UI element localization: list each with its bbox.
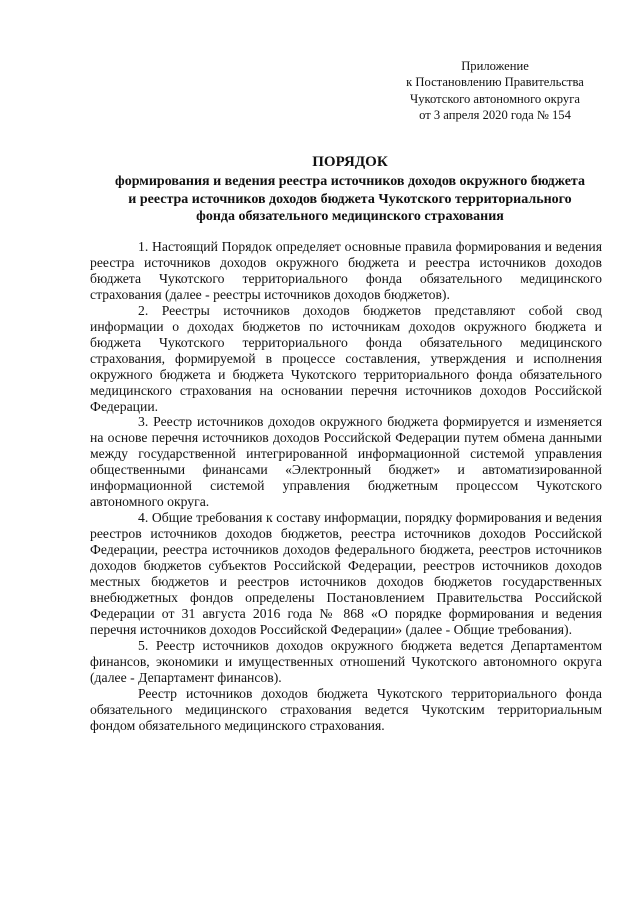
paragraph-6: Реестр источников доходов бюджета Чукотского территориального фонда обязательного медицинского страхования ведется Чукотским территориальным фондом обязательного медицинского страхования. (90, 685, 602, 733)
paragraph-3: 3. Реестр источников доходов окружного бюджета формируется и изменяется на основе перечня источников доходов Российской Федерации путем обмена данными между государственной интегрированной информационной системой управления общественными финансами «Электронный бюджет» и автоматизированной информационной системой управления бюджетным процессом Чукотского автономного округа. (90, 414, 602, 510)
title-line: фонда обязательного медицинского страхования (196, 209, 504, 225)
appendix-reference: к Постановлению Правительства (406, 75, 584, 90)
title-heading: ПОРЯДОК (312, 154, 388, 170)
paragraph-4: 4. Общие требования к составу информации, порядку формирования и ведения реестров источников доходов бюджетов, реестра источников доходов Российской Федерации, реестра источников доходов федерального бюджета, реестров источников доходов бюджетов субъектов Российской Федерации, реестров источников доходов местных бюджетов и реестров источников доходов бюджетов государственных внебюджетных фондов определены Постановлением Правительства Российской Федерации от 31 августа 2016 года № 868 «О порядке формирования и ведения перечня источников доходов Российской Федерации» (далее - Общие требования). (90, 510, 602, 637)
appendix-date-number: от 3 апреля 2020 года № 154 (419, 108, 571, 123)
appendix-authority: Чукотского автономного округа (410, 91, 580, 106)
appendix-label: Приложение (461, 59, 529, 73)
document-title (60, 154, 640, 226)
paragraph-5: 5. Реестр источников доходов окружного бюджета ведется Департаментом финансов, экономики и имущественных отношений Чукотского автономного округа (далее - Департамент финансов). (90, 637, 602, 685)
title-subtitle (60, 173, 640, 225)
title-line: и реестра источников доходов бюджета Чукотского территориального (128, 191, 572, 207)
appendix-header (380, 58, 610, 124)
document-body (90, 239, 602, 734)
paragraph-2: 2. Реестры источников доходов бюджетов представляют собой свод информации о доходах бюджетов по источникам доходов окружного бюджета и бюджета Чукотского территориального фонда обязательного медицинского страхования, формируемой в процессе составления, утверждения и исполнения окружного бюджета и бюджета Чукотского территориального фонда обязательного медицинского страхования на основании перечня источников доходов Российской Федерации. (90, 302, 602, 414)
paragraph-1: 1. Настоящий Порядок определяет основные правила формирования и ведения реестра источников доходов окружного бюджета и реестра источников доходов бюджета Чукотского территориального фонда обязательного медицинского страхования (далее - реестры источников доходов бюджетов). (90, 239, 602, 302)
title-line: формирования и ведения реестра источников доходов окружного бюджета (115, 174, 585, 190)
